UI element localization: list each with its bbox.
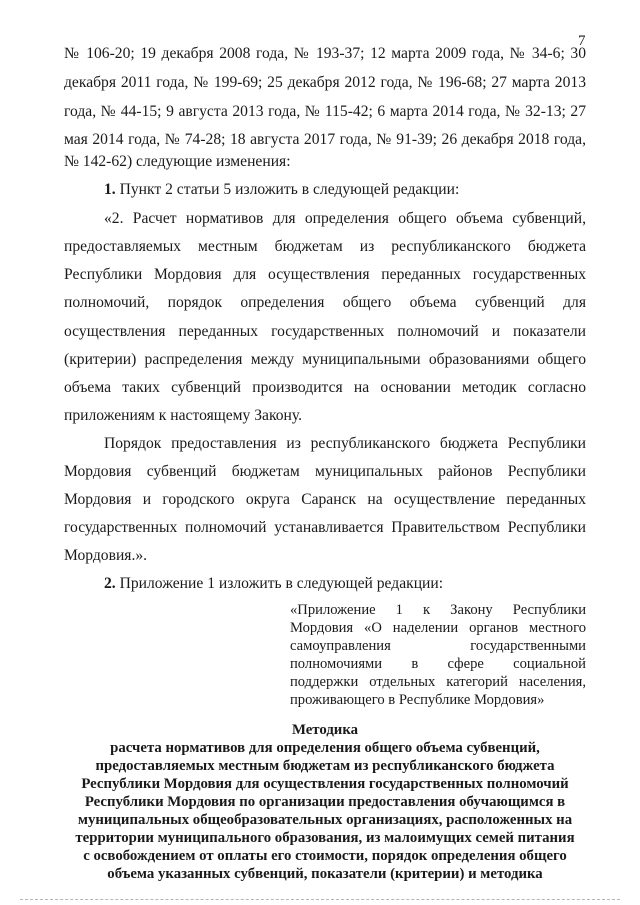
methodology-subtitle-line: территории муниципального образования, из малоимущих семей питания <box>75 830 575 846</box>
page-number: 7 <box>578 33 586 49</box>
text-line: года, № 44-15; 9 августа 2013 года, № 115-42; 6 марта 2014 года, № 32-13; 27 <box>64 103 586 120</box>
text-line: предоставляемых местным бюджетам из республиканского бюджета <box>64 238 586 255</box>
scan-edge-line <box>20 899 620 901</box>
appendix-ref-line: полномочиями в сфере социальной <box>290 656 586 672</box>
appendix-ref-line: проживающего в Республике Мордовия» <box>290 692 545 708</box>
text-line: (критерии) распределения между муниципальными образованиями общего <box>64 351 586 368</box>
appendix-ref-line: Мордовия «О наделении органов местного <box>290 620 586 636</box>
methodology-subtitle-line: объема указанных субвенций, показатели (критерии) и методика <box>107 866 543 882</box>
methodology-title: Методика <box>291 722 359 738</box>
item-1-text: Пункт 2 статьи 5 изложить в следующей редакции: <box>115 181 460 198</box>
text-line: № 142-62) следующие изменения: <box>64 153 291 170</box>
item-1-number: 1. <box>104 181 116 198</box>
text-line: мая 2014 года, № 74-28; 18 августа 2017 года, № 91-39; 26 декабря 2018 года, <box>64 131 586 148</box>
item-2 <box>104 574 586 594</box>
methodology-subtitle-line: с освобождением от оплаты его стоимости, порядок определения общего <box>83 848 567 864</box>
text-line: Мордовия.». <box>64 547 148 564</box>
appendix-ref-line: «Приложение 1 к Закону Республики <box>290 602 586 618</box>
text-line: осуществления переданных государственных полномочий и показатели <box>64 323 586 340</box>
text-line: Мордовия субвенций бюджетам муниципальных районов Республики <box>64 463 586 480</box>
methodology-subtitle-line: расчета нормативов для определения общего объема субвенций, <box>110 740 540 756</box>
text-line: Республики Мордовия для осуществления переданных государственных <box>64 266 586 283</box>
item-2-number: 2. <box>104 575 116 592</box>
text-line: «2. Расчет нормативов для определения общего объема субвенций, <box>104 210 586 227</box>
methodology-subtitle-line: Республики Мордовия для осуществления государственных полномочий <box>81 776 569 792</box>
text-line: № 106-20; 19 декабря 2008 года, № 193-37; 12 марта 2009 года, № 34-6; 30 <box>64 45 586 62</box>
item-1 <box>104 180 586 200</box>
text-line: объема таких субвенций производится на основании методик согласно <box>64 379 586 396</box>
text-line: государственных полномочий устанавливается Правительством Республики <box>64 519 586 536</box>
text-line: полномочий, порядок определения общего объема субвенций для <box>64 294 586 311</box>
appendix-ref-line: самоуправления государственными <box>290 638 586 654</box>
methodology-subtitle-line: муниципальных общеобразовательных организациях, расположенных на <box>77 812 573 828</box>
text-line: декабря 2011 года, № 199-69; 25 декабря 2012 года, № 196-68; 27 марта 2013 <box>64 74 586 91</box>
appendix-ref-line: поддержки отдельных категорий населения, <box>290 674 586 690</box>
text-line: Мордовия и городского округа Саранск на осуществление переданных <box>64 491 586 508</box>
text-line: Порядок предоставления из республиканского бюджета Республики <box>104 435 586 452</box>
item-2-text: Приложение 1 изложить в следующей редакции: <box>115 575 444 592</box>
text-line: приложениям к настоящему Закону. <box>64 407 303 424</box>
methodology-subtitle-line: Республики Мордовия по организации предоставления обучающимся в <box>84 794 566 810</box>
methodology-subtitle-line: предоставляемых местным бюджетам из республиканского бюджета <box>95 758 555 774</box>
